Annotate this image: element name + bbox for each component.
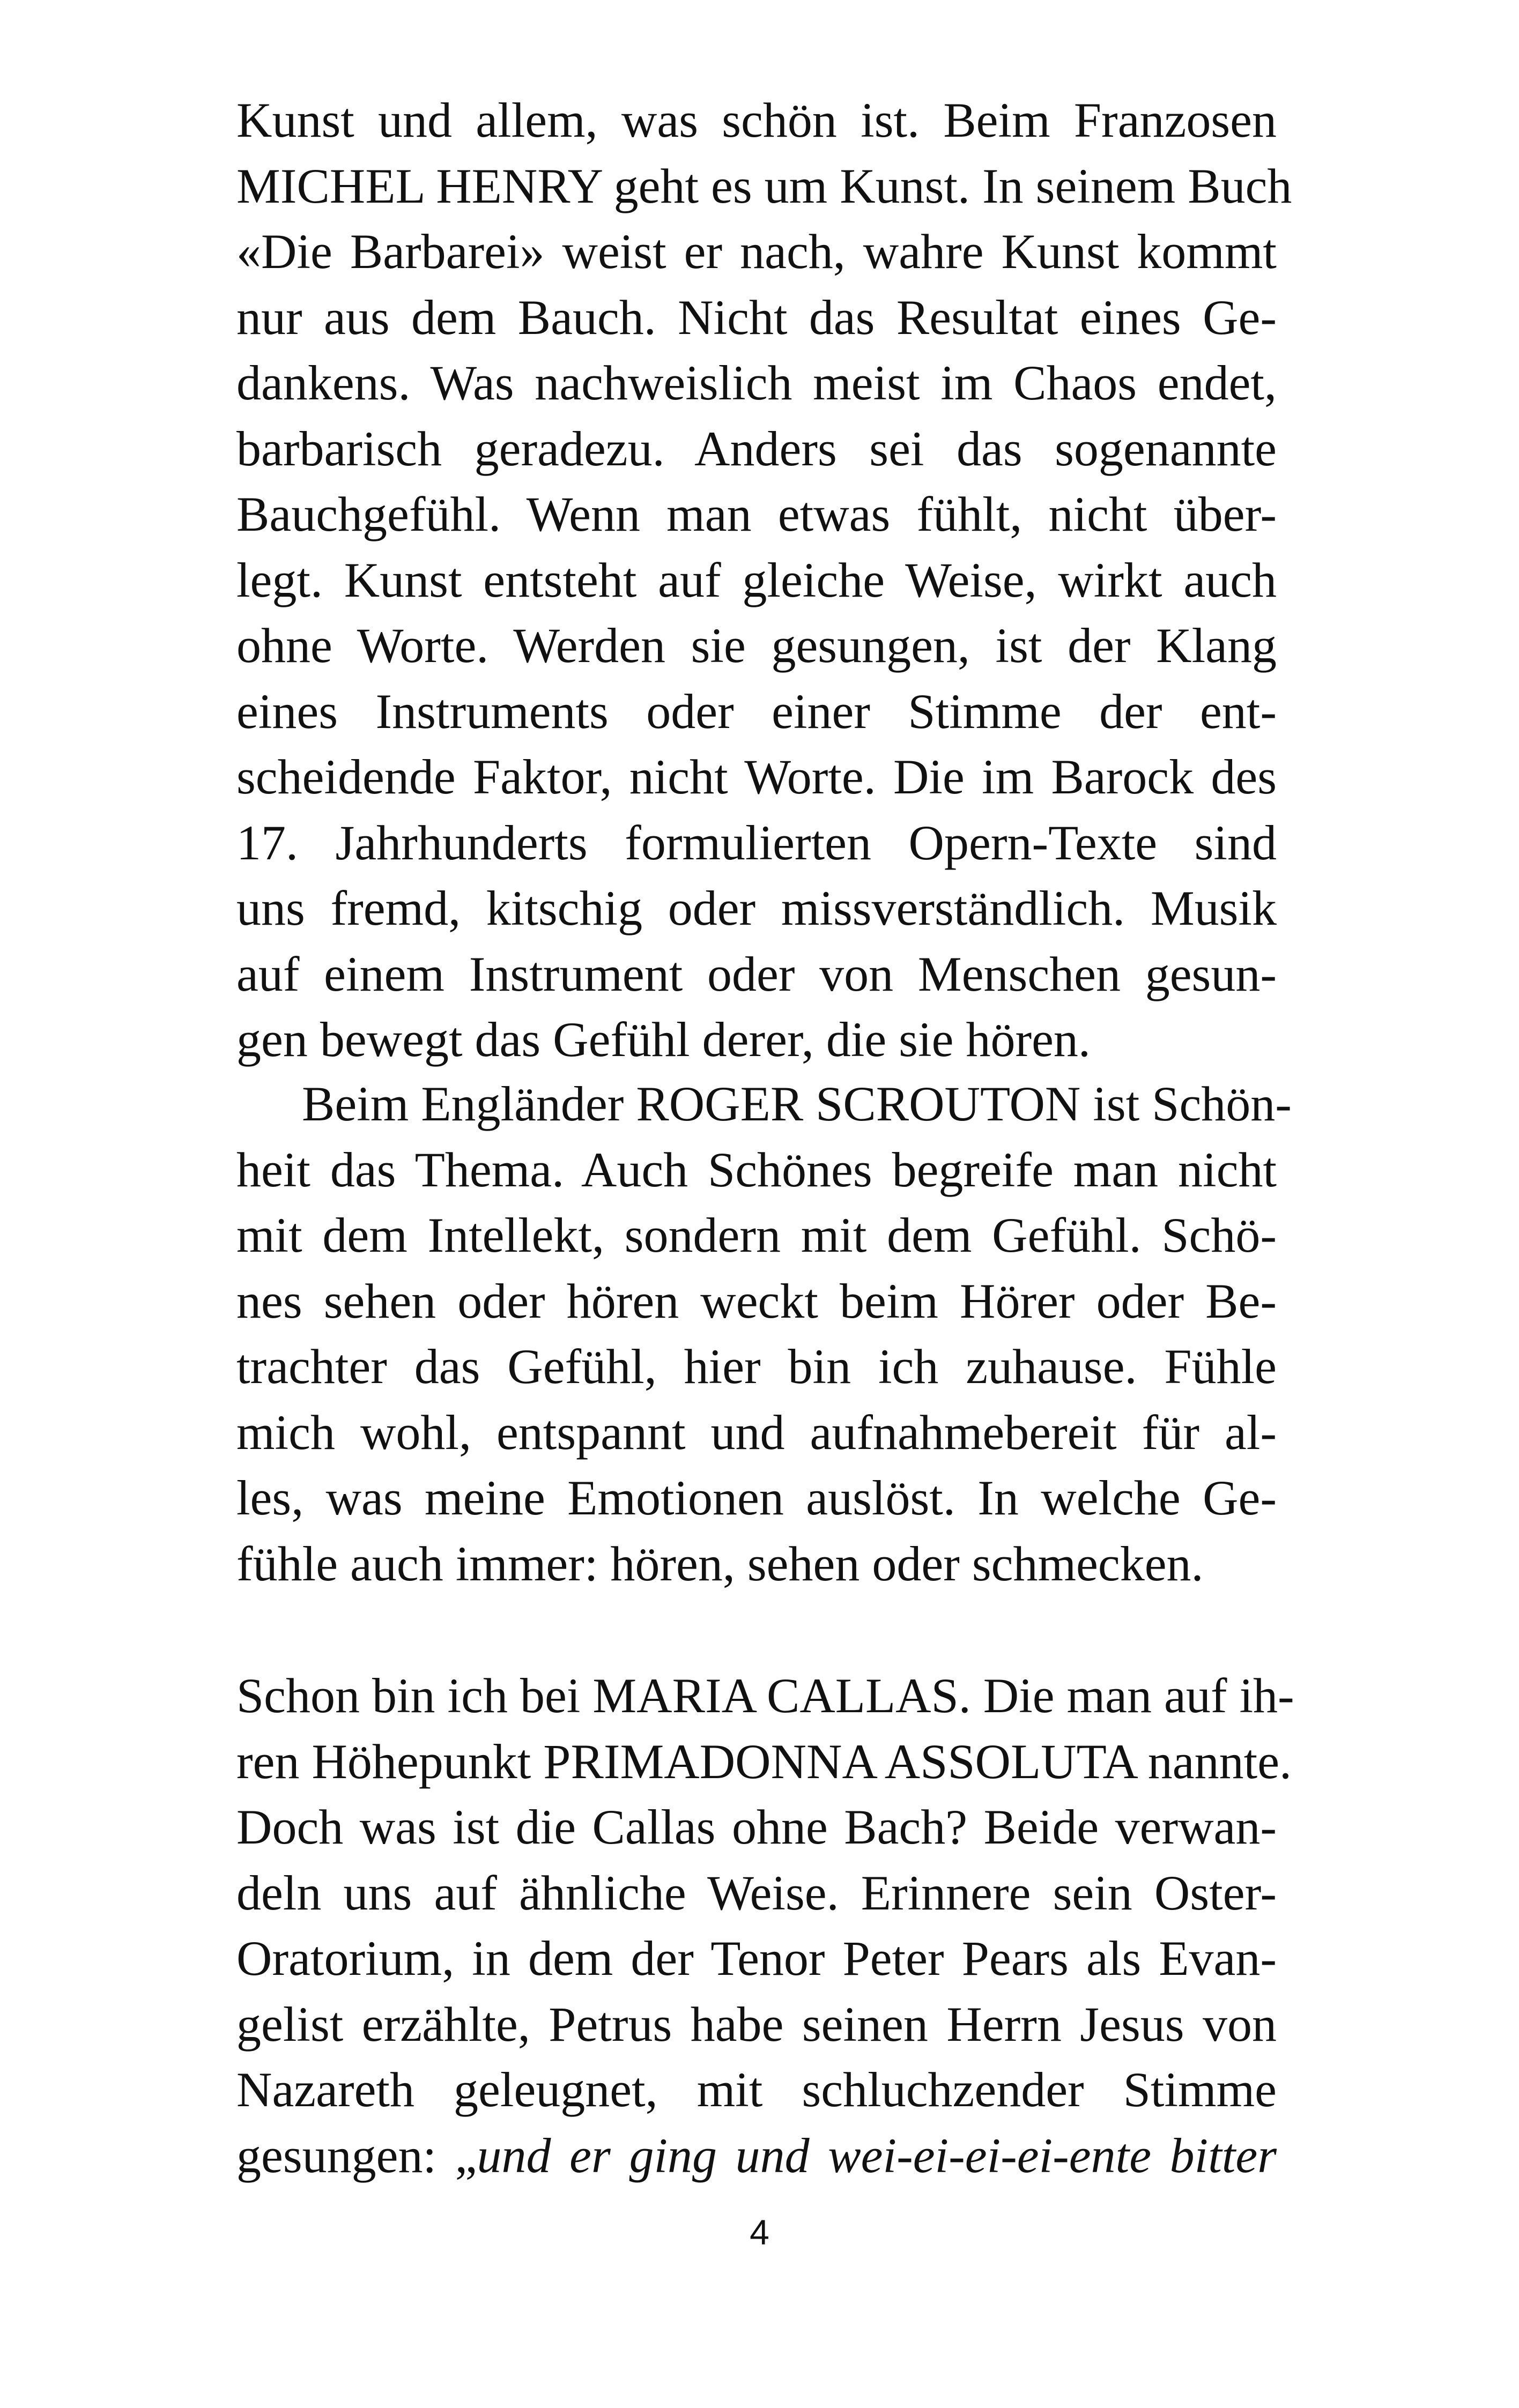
text-line: ren Höhepunkt PRIMADONNA ASSOLUTA nannte. xyxy=(236,1734,1292,1789)
text-line: uns fremd, kitschig oder missverständlich. Musik xyxy=(236,881,1277,935)
text-line: dankens. Was nachweislich meist im Chaos endet, xyxy=(236,355,1277,410)
text-line-with-quote xyxy=(236,2123,1277,2189)
text-line: Bauchgefühl. Wenn man etwas fühlt, nicht über- xyxy=(236,487,1277,541)
paragraph-beauty-roger-scrouton xyxy=(236,1071,1292,1596)
text-line: les, was meine Emotionen auslöst. In welche Ge- xyxy=(236,1470,1277,1525)
text-line: Kunst und allem, was schön ist. Beim Franzosen xyxy=(236,93,1277,147)
text-line: ohne Worte. Werden sie gesungen, ist der Klang xyxy=(236,618,1277,673)
text-line: fühle auch immer: hören, sehen oder schmecken. xyxy=(236,1536,1204,1591)
text-line: Beim Engländer ROGER SCROUTON ist Schön- xyxy=(302,1076,1292,1131)
text-line: gelist erzählte, Petrus habe seinen Herrn Jesus von xyxy=(236,1996,1277,2052)
text-line: gen bewegt das Gefühl derer, die sie hören. xyxy=(236,1012,1091,1067)
text-line: deln uns auf ähnliche Weise. Erinnere sein Oster- xyxy=(236,1865,1277,1920)
text-line: mit dem Intellekt, sondern mit dem Gefühl. Schö- xyxy=(236,1208,1277,1262)
line-prefix: gesungen: „ xyxy=(236,2128,477,2183)
paragraph-maria-callas xyxy=(236,1663,1294,2188)
paragraph-art-michel-henry xyxy=(236,87,1292,1073)
text-line: barbarisch geradezu. Anders sei das sogenannte xyxy=(236,421,1277,476)
text-line: eines Instruments oder einer Stimme der ent- xyxy=(236,683,1277,739)
text-line: MICHEL HENRY geht es um Kunst. In seinem Buch xyxy=(236,158,1292,213)
text-line: heit das Thema. Auch Schönes begreife man nicht xyxy=(236,1142,1277,1197)
text-line: 17. Jahrhunderts formulierten Opern-Texte sind xyxy=(236,815,1277,870)
text-line: Oratorium, in dem der Tenor Peter Pears als Evan- xyxy=(236,1931,1277,1986)
text-line: Schon bin ich bei MARIA CALLAS. Die man auf ih- xyxy=(236,1668,1294,1723)
text-line: nur aus dem Bauch. Nicht das Resultat eines Ge- xyxy=(236,289,1277,345)
italic-quote: und er ging und wei-ei-ei-ei-ente bitter xyxy=(477,2128,1277,2183)
text-line: mich wohl, entspannt und aufnahmebereit für al- xyxy=(236,1404,1277,1460)
text-line: Doch was ist die Callas ohne Bach? Beide verwan- xyxy=(236,1800,1277,1854)
page-number: 4 xyxy=(750,2212,769,2252)
text-line: legt. Kunst entsteht auf gleiche Weise, wirkt auch xyxy=(236,552,1277,607)
text-line: Nazareth geleugnet, mit schluchzender Stimme xyxy=(236,2062,1277,2117)
text-line: «Die Barbarei» weist er nach, wahre Kunst kommt xyxy=(236,224,1277,279)
text-line: nes sehen oder hören weckt beim Hörer oder Be- xyxy=(236,1273,1277,1328)
text-line: scheidende Faktor, nicht Worte. Die im Barock des xyxy=(236,749,1277,804)
text-line: trachter das Gefühl, hier bin ich zuhause. Fühle xyxy=(236,1339,1277,1394)
text-line: auf einem Instrument oder von Menschen gesun- xyxy=(236,946,1277,1001)
